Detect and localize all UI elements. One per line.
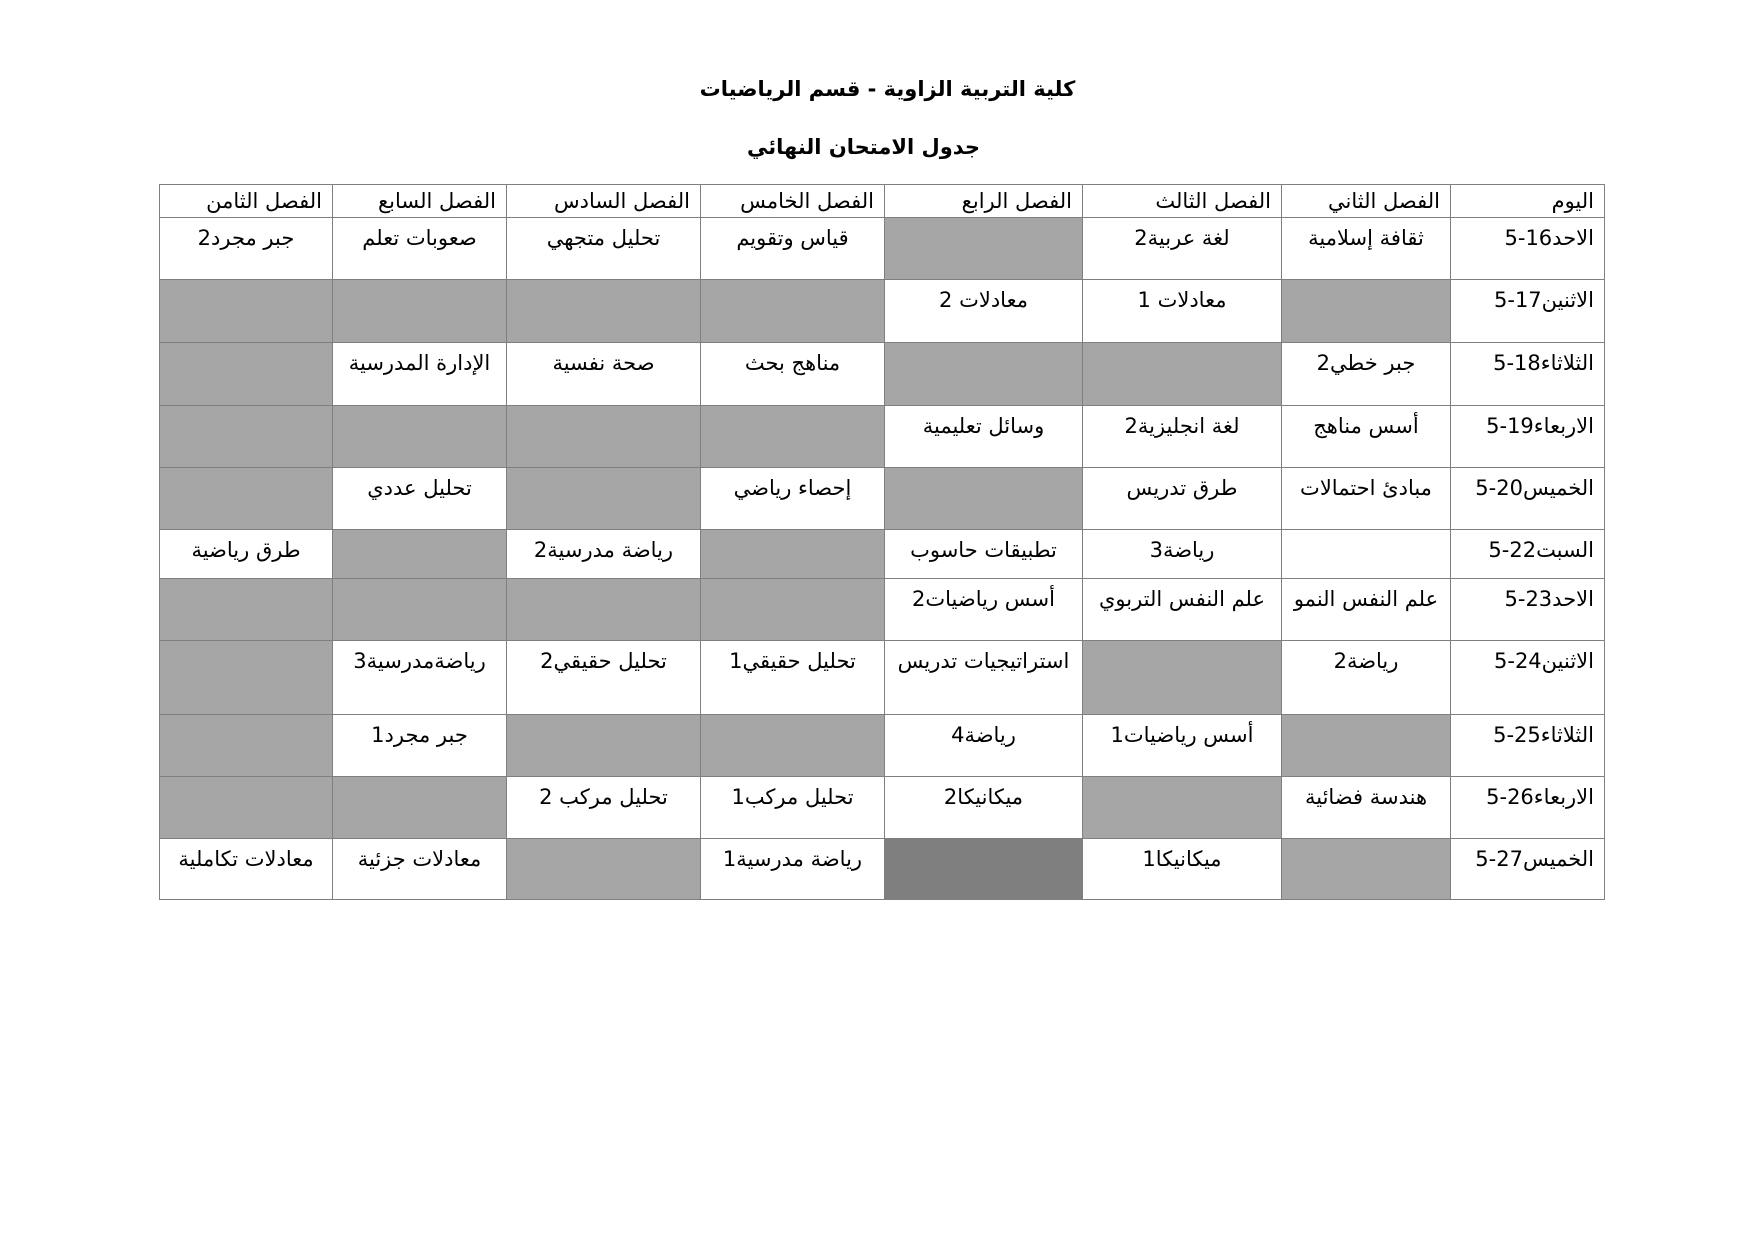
subject-cell: رياضة2: [1282, 641, 1451, 715]
column-header-semester-8: الفصل الثامن: [160, 185, 333, 218]
subject-cell: جبر مجرد1: [333, 715, 507, 777]
subject-cell: أسس رياضيات1: [1083, 715, 1282, 777]
dark-empty-cell: [885, 839, 1083, 900]
schedule-body: [160, 218, 1605, 900]
empty-shaded-cell: [507, 579, 701, 641]
column-header-semester-3: الفصل الثالث: [1083, 185, 1282, 218]
subject-cell: تحليل عددي: [333, 468, 507, 530]
empty-shaded-cell: [160, 641, 333, 715]
subject-cell: إحصاء رياضي: [701, 468, 885, 530]
empty-shaded-cell: [885, 468, 1083, 530]
subject-cell: قياس وتقويم: [701, 218, 885, 280]
subject-cell: أسس رياضيات2: [885, 579, 1083, 641]
table-row: [160, 715, 1605, 777]
college-title: كلية التربية الزاوية - قسم الرياضيات: [699, 77, 1076, 101]
subject-cell: ثقافة إسلامية: [1282, 218, 1451, 280]
subject-cell: طرق رياضية: [160, 530, 333, 579]
table-row: [160, 343, 1605, 406]
subject-cell: تحليل مركب 2: [507, 777, 701, 839]
table-row: [160, 839, 1605, 900]
empty-shaded-cell: [160, 343, 333, 406]
empty-shaded-cell: [701, 715, 885, 777]
subject-cell: استراتيجيات تدريس: [885, 641, 1083, 715]
table-row: [160, 468, 1605, 530]
empty-shaded-cell: [1282, 715, 1451, 777]
subject-cell: طرق تدريس: [1083, 468, 1282, 530]
empty-shaded-cell: [333, 280, 507, 343]
subject-cell: معادلات 2: [885, 280, 1083, 343]
subject-cell: تحليل متجهي: [507, 218, 701, 280]
empty-shaded-cell: [507, 468, 701, 530]
day-cell: الاربعاء26-5: [1451, 777, 1605, 839]
empty-cell: [1282, 530, 1451, 579]
subject-cell: معادلات تكاملية: [160, 839, 333, 900]
subject-cell: تحليل حقيقي1: [701, 641, 885, 715]
subject-cell: رياضة مدرسية2: [507, 530, 701, 579]
column-header-semester-5: الفصل الخامس: [701, 185, 885, 218]
empty-shaded-cell: [1083, 641, 1282, 715]
day-cell: الثلاثاء18-5: [1451, 343, 1605, 406]
column-header-day: اليوم: [1451, 185, 1605, 218]
empty-shaded-cell: [160, 280, 333, 343]
column-header-semester-4: الفصل الرابع: [885, 185, 1083, 218]
empty-shaded-cell: [333, 579, 507, 641]
subject-cell: تحليل مركب1: [701, 777, 885, 839]
empty-shaded-cell: [160, 468, 333, 530]
subject-cell: الإدارة المدرسية: [333, 343, 507, 406]
table-row: [160, 641, 1605, 715]
subject-cell: هندسة فضائية: [1282, 777, 1451, 839]
day-cell: الخميس27-5: [1451, 839, 1605, 900]
column-header-semester-7: الفصل السابع: [333, 185, 507, 218]
empty-shaded-cell: [333, 406, 507, 468]
table-row: [160, 218, 1605, 280]
subject-cell: تحليل حقيقي2: [507, 641, 701, 715]
exam-schedule-title: جدول الامتحان النهائي: [746, 135, 981, 159]
table-row: [160, 280, 1605, 343]
header-row: [160, 185, 1605, 218]
subject-cell: رياضة3: [1083, 530, 1282, 579]
day-cell: الثلاثاء25-5: [1451, 715, 1605, 777]
column-header-semester-6: الفصل السادس: [507, 185, 701, 218]
table-row: [160, 406, 1605, 468]
empty-shaded-cell: [701, 579, 885, 641]
table-row: [160, 530, 1605, 579]
empty-shaded-cell: [701, 530, 885, 579]
subject-cell: رياضة مدرسية1: [701, 839, 885, 900]
column-header-semester-2: الفصل الثاني: [1282, 185, 1451, 218]
empty-shaded-cell: [885, 343, 1083, 406]
subject-cell: تطبيقات حاسوب: [885, 530, 1083, 579]
empty-shaded-cell: [160, 579, 333, 641]
day-cell: الاحد23-5: [1451, 579, 1605, 641]
subject-cell: علم النفس النمو: [1282, 579, 1451, 641]
empty-shaded-cell: [507, 715, 701, 777]
subject-cell: رياضةمدرسية3: [333, 641, 507, 715]
day-cell: الاثنين24-5: [1451, 641, 1605, 715]
subject-cell: لغة عربية2: [1083, 218, 1282, 280]
day-cell: الاربعاء19-5: [1451, 406, 1605, 468]
empty-shaded-cell: [885, 218, 1083, 280]
empty-shaded-cell: [1083, 343, 1282, 406]
day-cell: الاحد16-5: [1451, 218, 1605, 280]
day-cell: السبت22-5: [1451, 530, 1605, 579]
subject-cell: صحة نفسية: [507, 343, 701, 406]
subject-cell: رياضة4: [885, 715, 1083, 777]
subject-cell: معادلات جزئية: [333, 839, 507, 900]
subject-cell: وسائل تعليمية: [885, 406, 1083, 468]
subject-cell: ميكانيكا1: [1083, 839, 1282, 900]
empty-shaded-cell: [1083, 777, 1282, 839]
empty-shaded-cell: [160, 406, 333, 468]
subject-cell: أسس مناهج: [1282, 406, 1451, 468]
empty-shaded-cell: [160, 777, 333, 839]
subject-cell: جبر مجرد2: [160, 218, 333, 280]
subject-cell: معادلات 1: [1083, 280, 1282, 343]
subject-cell: علم النفس التربوي: [1083, 579, 1282, 641]
subject-cell: صعوبات تعلم: [333, 218, 507, 280]
empty-shaded-cell: [1282, 839, 1451, 900]
empty-shaded-cell: [507, 839, 701, 900]
empty-shaded-cell: [701, 406, 885, 468]
empty-shaded-cell: [1282, 280, 1451, 343]
day-cell: الاثنين17-5: [1451, 280, 1605, 343]
empty-shaded-cell: [160, 715, 333, 777]
table-row: [160, 579, 1605, 641]
subject-cell: ميكانيكا2: [885, 777, 1083, 839]
subject-cell: جبر خطي2: [1282, 343, 1451, 406]
table-row: [160, 777, 1605, 839]
day-cell: الخميس20-5: [1451, 468, 1605, 530]
empty-shaded-cell: [701, 280, 885, 343]
empty-shaded-cell: [507, 406, 701, 468]
empty-shaded-cell: [507, 280, 701, 343]
subject-cell: مناهج بحث: [701, 343, 885, 406]
empty-shaded-cell: [333, 530, 507, 579]
empty-shaded-cell: [333, 777, 507, 839]
subject-cell: مبادئ احتمالات: [1282, 468, 1451, 530]
exam-schedule-table: [159, 184, 1605, 900]
subject-cell: لغة انجليزية2: [1083, 406, 1282, 468]
